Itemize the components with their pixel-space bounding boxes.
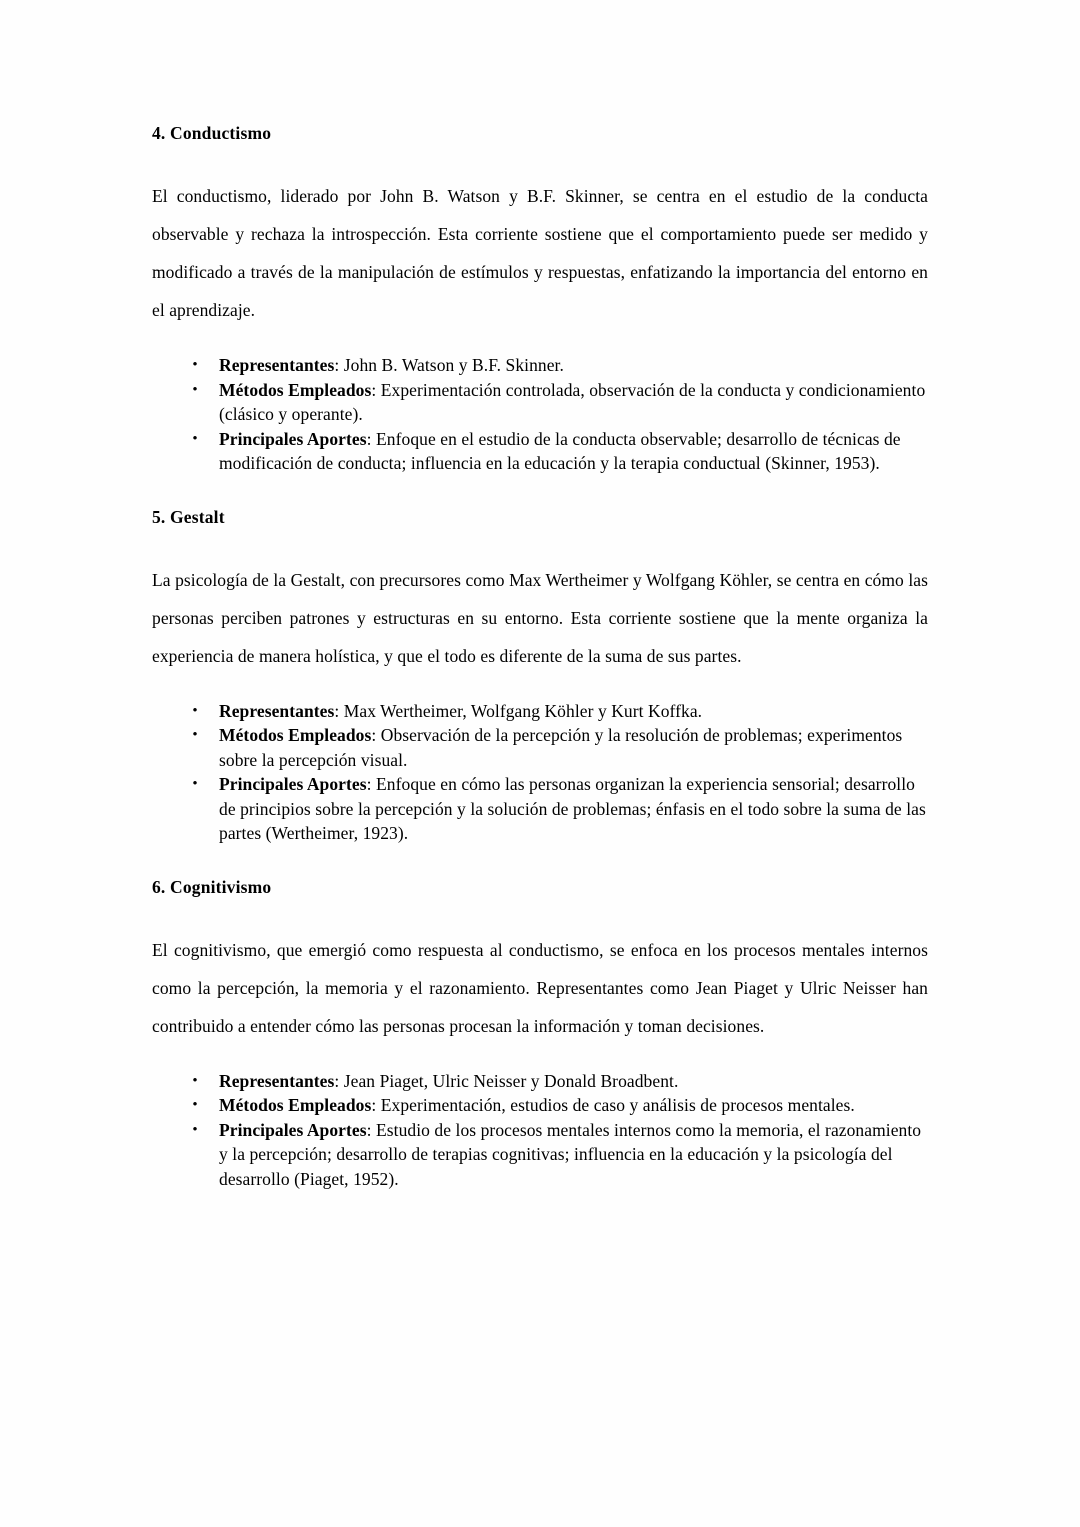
- bullet-icon: •: [192, 702, 198, 719]
- section-heading-gestalt: 5. Gestalt: [152, 506, 225, 527]
- bullet-list-cognitivismo: [152, 1069, 928, 1192]
- list-item: [152, 353, 928, 378]
- list-item-lead: Métodos Empleados: [219, 725, 372, 745]
- spacer: [152, 528, 928, 561]
- list-item-text: : Enfoque en el estudio de la conducta observable; desarrollo de técnicas de modificación de conducta; influencia en la educación y la terapia conductual (Skinner, 1953).: [219, 428, 901, 473]
- list-item-lead: Métodos Empleados: [219, 379, 372, 400]
- bullet-icon: •: [192, 727, 198, 743]
- list-item-text: : Experimentación controlada, observación de la conducta y condicionamiento (clásico y operante).: [219, 379, 926, 424]
- spacer: [152, 846, 928, 876]
- list-item-lead: Representantes: [219, 355, 335, 375]
- list-item-text: : Enfoque en cómo las personas organizan la experiencia sensorial; desarrollo de principios sobre la percepción y la solución de problemas; énfasis en el todo sobre la suma de las partes (Wertheimer, 1923).: [219, 774, 926, 843]
- list-item-text: : John B. Watson y B.F. Skinner.: [334, 355, 564, 375]
- bullet-list-gestalt: [152, 699, 928, 846]
- list-item-text: : Estudio de los procesos mentales internos como la memoria, el razonamiento y la percepción; desarrollo de terapias cognitivas; influencia en la educación y la psicología del desarrollo (Piaget, 1952).: [219, 1119, 922, 1189]
- spacer: [152, 898, 928, 931]
- bullet-icon: •: [192, 1121, 198, 1138]
- bullet-list-conductismo: [152, 353, 928, 476]
- bullet-icon: •: [192, 381, 198, 398]
- spacer: [152, 144, 928, 177]
- spacer: [152, 675, 928, 699]
- spacer: [152, 476, 928, 506]
- section-paragraph-conductismo: El conductismo, liderado por John B. Watson y B.F. Skinner, se centra en el estudio de la conducta observable y rechaza la introspección. Esta corriente sostiene que el comportamiento puede ser medido y modificado a través de la manipulación de estímulos y respuestas, enfatizando la importancia del entorno en el aprendizaje.: [152, 186, 928, 320]
- list-item: [152, 772, 928, 846]
- list-item: [152, 723, 928, 772]
- list-item-lead: Representantes: [219, 1070, 335, 1091]
- section-heading-cognitivismo: 6. Cognitivismo: [152, 876, 272, 897]
- list-item-lead: Principales Aportes: [219, 428, 367, 449]
- list-item-lead: Principales Aportes: [219, 1119, 367, 1140]
- bullet-icon: •: [192, 430, 198, 447]
- list-item: [152, 378, 928, 427]
- list-item: [152, 1093, 928, 1118]
- section-heading-conductismo: 4. Conductismo: [152, 123, 272, 143]
- list-item-text: : Experimentación, estudios de caso y análisis de procesos mentales.: [371, 1095, 855, 1115]
- list-item: [152, 699, 928, 724]
- bullet-icon: •: [192, 1097, 198, 1113]
- document-content: [152, 122, 928, 1191]
- list-item: [152, 1118, 928, 1192]
- bullet-icon: •: [192, 776, 198, 792]
- spacer: [152, 1045, 928, 1069]
- bullet-icon: •: [192, 1072, 198, 1089]
- bullet-icon: •: [192, 357, 198, 373]
- list-item-text: : Jean Piaget, Ulric Neisser y Donald Broadbent.: [334, 1070, 679, 1091]
- list-item-text: : Max Wertheimer, Wolfgang Köhler y Kurt Koffka.: [334, 700, 703, 721]
- list-item-text: : Observación de la percepción y la resolución de problemas; experimentos sobre la percepción visual.: [219, 725, 903, 770]
- spacer: [152, 329, 928, 353]
- section-paragraph-gestalt: La psicología de la Gestalt, con precursores como Max Wertheimer y Wolfgang Köhler, se centra en cómo las personas perciben patrones y estructuras en su entorno. Esta corriente sostiene que la mente organiza la experiencia de manera holística, y que el todo es diferente de la suma de sus partes.: [152, 569, 928, 666]
- list-item: [152, 1069, 928, 1094]
- list-item-lead: Principales Aportes: [219, 774, 367, 794]
- section-paragraph-cognitivismo: El cognitivismo, que emergió como respuesta al conductismo, se enfoca en los procesos mentales internos como la percepción, la memoria y el razonamiento. Representantes como Jean Piaget y Ulric Neisser han contribuido a entender cómo las personas procesan la información y toman decisiones.: [152, 939, 928, 1036]
- list-item-lead: Representantes: [219, 700, 335, 721]
- list-item: [152, 427, 928, 476]
- list-item-lead: Métodos Empleados: [219, 1095, 372, 1115]
